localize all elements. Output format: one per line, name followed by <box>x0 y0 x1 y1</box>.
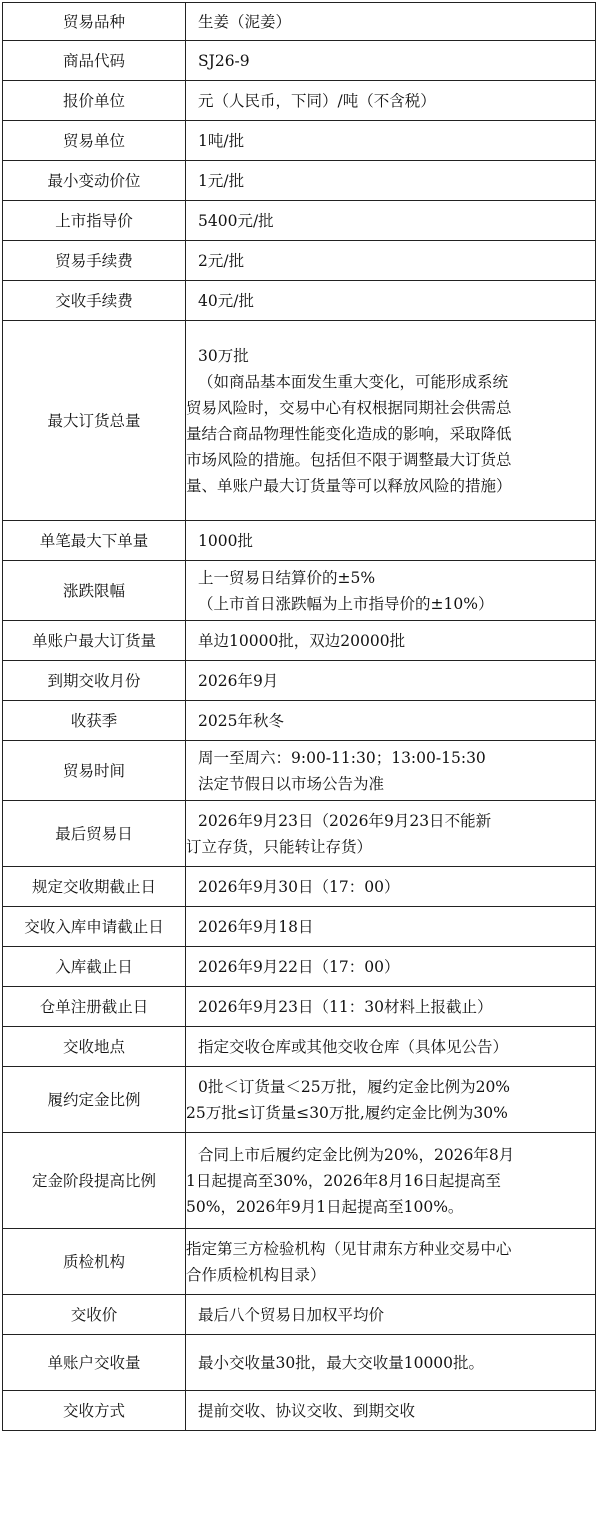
field-value <box>186 987 596 1027</box>
field-value-line: 5400元/批 <box>198 211 274 230</box>
table-row <box>3 241 596 281</box>
spec-table-body <box>3 3 596 1431</box>
field-value-line: 周一至周六：9:00-11:30；13:00-15:30 <box>198 748 486 767</box>
field-value-line: 2026年9月30日（17：00） <box>198 877 400 896</box>
field-value-line: 2026年9月22日（17：00） <box>198 957 400 976</box>
table-row <box>3 81 596 121</box>
field-label: 质检机构 <box>3 1229 186 1295</box>
field-label: 涨跌限幅 <box>3 561 186 621</box>
field-label: 交收入库申请截止日 <box>3 907 186 947</box>
field-value-line: 量、单账户最大订货量等可以释放风险的措施） <box>186 476 512 495</box>
field-value-line: 合作质检机构目录） <box>186 1265 326 1284</box>
table-row <box>3 521 596 561</box>
table-row <box>3 987 596 1027</box>
field-value-line: 1吨/批 <box>198 131 245 150</box>
table-row <box>3 561 596 621</box>
table-row <box>3 1295 596 1335</box>
field-value <box>186 321 596 521</box>
field-label: 交收方式 <box>3 1391 186 1431</box>
table-row <box>3 1335 596 1391</box>
field-label: 单账户交收量 <box>3 1335 186 1391</box>
field-value <box>186 41 596 81</box>
field-value-line: 30万批 <box>198 346 249 365</box>
contract-spec-document <box>2 2 596 1431</box>
field-value <box>186 1229 596 1295</box>
field-label: 上市指导价 <box>3 201 186 241</box>
field-value <box>186 81 596 121</box>
table-row <box>3 1027 596 1067</box>
table-row <box>3 741 596 801</box>
field-value <box>186 521 596 561</box>
field-value-line: 量结合商品物理性能变化造成的影响，采取降低 <box>186 424 512 443</box>
field-value <box>186 867 596 907</box>
table-row <box>3 867 596 907</box>
table-row <box>3 701 596 741</box>
field-label: 单账户最大订货量 <box>3 621 186 661</box>
field-value-line: 50%，2026年9月1日起提高至100%。 <box>186 1197 464 1216</box>
field-value-line: 单边10000批，双边20000批 <box>198 631 406 650</box>
field-value <box>186 161 596 201</box>
table-row <box>3 947 596 987</box>
field-label: 交收地点 <box>3 1027 186 1067</box>
field-value-line: 指定第三方检验机构（见甘肃东方种业交易中心 <box>186 1239 512 1258</box>
table-row <box>3 201 596 241</box>
field-value <box>186 241 596 281</box>
field-value <box>186 621 596 661</box>
table-row <box>3 1133 596 1229</box>
field-value <box>186 701 596 741</box>
table-row <box>3 661 596 701</box>
field-value-line: 元（人民币，下同）/吨（不含税） <box>198 91 436 110</box>
field-value-line: 2026年9月23日（11：30材料上报截止） <box>198 997 493 1016</box>
table-row <box>3 321 596 521</box>
field-label: 贸易时间 <box>3 741 186 801</box>
field-value-line: 最后八个贸易日加权平均价 <box>198 1305 385 1324</box>
field-value-line: 2026年9月18日 <box>198 917 314 936</box>
table-row <box>3 161 596 201</box>
field-label: 履约定金比例 <box>3 1067 186 1133</box>
field-value-line: 2元/批 <box>198 251 245 270</box>
field-label: 最后贸易日 <box>3 801 186 867</box>
field-value <box>186 1027 596 1067</box>
field-label: 商品代码 <box>3 41 186 81</box>
field-label: 仓单注册截止日 <box>3 987 186 1027</box>
field-value <box>186 201 596 241</box>
field-value <box>186 1391 596 1431</box>
field-label: 交收价 <box>3 1295 186 1335</box>
table-row <box>3 41 596 81</box>
field-value-line: 上一贸易日结算价的±5% <box>198 568 376 587</box>
field-label: 入库截止日 <box>3 947 186 987</box>
field-value-line: 法定节假日以市场公告为准 <box>198 774 385 793</box>
field-value <box>186 661 596 701</box>
field-value <box>186 741 596 801</box>
field-label: 贸易手续费 <box>3 241 186 281</box>
table-row <box>3 281 596 321</box>
table-row <box>3 1067 596 1133</box>
field-value-line: 指定交收仓库或其他交收仓库（具体见公告） <box>198 1037 509 1056</box>
field-value <box>186 281 596 321</box>
field-value <box>186 3 596 41</box>
field-label: 收获季 <box>3 701 186 741</box>
field-value-line: 市场风险的措施。包括但不限于调整最大订货总 <box>186 450 512 469</box>
table-row <box>3 801 596 867</box>
field-value-line: 订立存货，只能转让存货） <box>186 837 373 856</box>
field-label: 最大订货总量 <box>3 321 186 521</box>
field-value-line: 生姜（泥姜） <box>198 12 292 31</box>
field-value-line: 最小交收量30批，最大交收量10000批。 <box>198 1353 485 1372</box>
field-label: 最小变动价位 <box>3 161 186 201</box>
field-value <box>186 947 596 987</box>
field-value-line: （上市首日涨跌幅为上市指导价的±10%） <box>198 594 494 613</box>
field-label: 单笔最大下单量 <box>3 521 186 561</box>
field-label: 贸易品种 <box>3 3 186 41</box>
field-value-line: 1日起提高至30%，2026年8月16日起提高至 <box>186 1171 501 1190</box>
field-label: 定金阶段提高比例 <box>3 1133 186 1229</box>
field-value <box>186 1067 596 1133</box>
field-value-line: 合同上市后履约定金比例为20%，2026年8月 <box>198 1145 515 1164</box>
field-value <box>186 907 596 947</box>
contract-spec-table <box>2 2 596 1431</box>
field-label: 到期交收月份 <box>3 661 186 701</box>
field-value-line: 1元/批 <box>198 171 245 190</box>
field-value-line: 2026年9月 <box>198 671 279 690</box>
table-row <box>3 1229 596 1295</box>
field-value-line: 提前交收、协议交收、到期交收 <box>198 1401 416 1420</box>
field-value-line: SJ26-9 <box>198 51 250 70</box>
table-row <box>3 1391 596 1431</box>
field-value <box>186 1335 596 1391</box>
field-value-line: 贸易风险时，交易中心有权根据同期社会供需总 <box>186 398 512 417</box>
table-row <box>3 121 596 161</box>
field-value-line: 2025年秋冬 <box>198 711 284 730</box>
field-label: 交收手续费 <box>3 281 186 321</box>
table-row <box>3 907 596 947</box>
field-label: 报价单位 <box>3 81 186 121</box>
field-label: 规定交收期截止日 <box>3 867 186 907</box>
field-value <box>186 1133 596 1229</box>
table-row <box>3 621 596 661</box>
field-value <box>186 121 596 161</box>
field-label: 贸易单位 <box>3 121 186 161</box>
field-value <box>186 1295 596 1335</box>
table-row <box>3 3 596 41</box>
field-value <box>186 801 596 867</box>
field-value-line: 0批＜订货量＜25万批，履约定金比例为20% <box>198 1077 511 1096</box>
field-value-line: 40元/批 <box>198 291 254 310</box>
field-value-line: 1000批 <box>198 531 253 550</box>
field-value <box>186 561 596 621</box>
field-value-line: 25万批≤订货量≤30万批,履约定金比例为30% <box>186 1103 508 1122</box>
field-value-line: （如商品基本面发生重大变化，可能形成系统 <box>198 372 509 391</box>
field-value-line: 2026年9月23日（2026年9月23日不能新 <box>198 811 492 830</box>
